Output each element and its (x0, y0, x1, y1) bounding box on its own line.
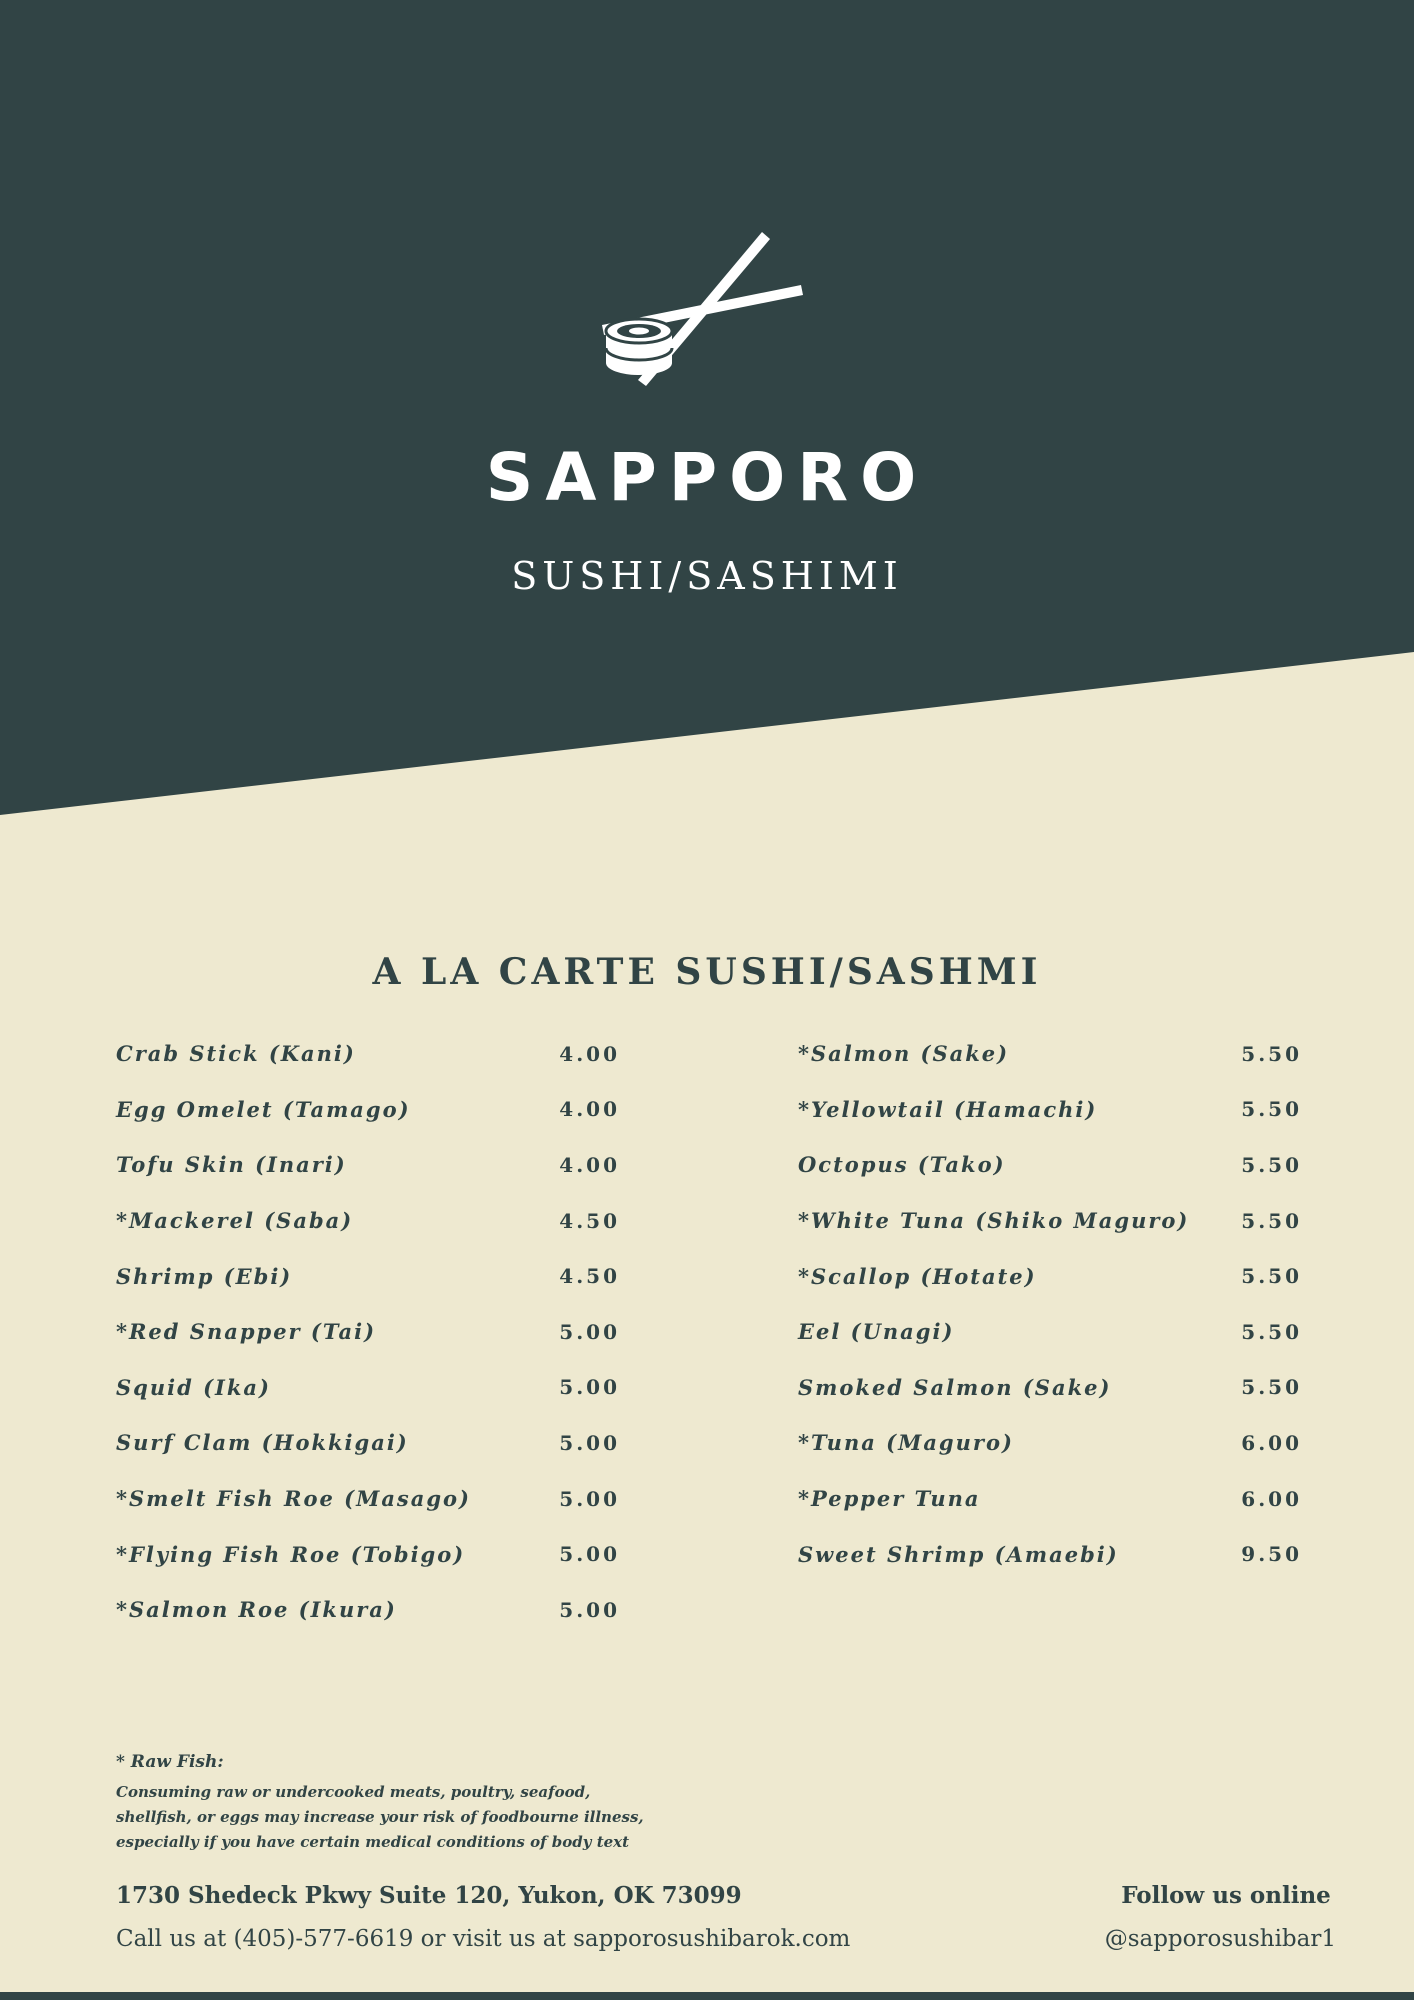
menu-column-left (116, 1026, 620, 1638)
social-handle: @sapporosushibar1 (1104, 1926, 1336, 1952)
menu-item (116, 1248, 620, 1304)
menu-item-price: 4.00 (559, 1041, 620, 1066)
sushi-roll-chopsticks-icon (600, 228, 810, 393)
menu-item-price: 4.00 (559, 1097, 620, 1122)
menu-item-name: Egg Omelet (Tamago) (116, 1096, 411, 1122)
brand-subtitle: SUSHI/SASHIMI (511, 554, 903, 598)
menu-item-price: 4.00 (559, 1152, 620, 1177)
menu-item (116, 1471, 620, 1527)
menu-item (798, 1415, 1302, 1471)
menu-item-name: *Flying Fish Roe (Tobigo) (116, 1541, 466, 1567)
menu-item-price: 5.00 (559, 1430, 620, 1455)
menu-item (798, 1193, 1302, 1249)
menu-item-price: 5.50 (1241, 1041, 1302, 1066)
menu-item (116, 1526, 620, 1582)
menu-item (798, 1137, 1302, 1193)
menu-item-price: 4.50 (559, 1208, 620, 1233)
menu-item-name: Eel (Unagi) (798, 1319, 955, 1345)
menu-item-price: 5.50 (1241, 1264, 1302, 1289)
brand-name: SAPPORO (485, 439, 929, 516)
address: 1730 Shedeck Pkwy Suite 120, Yukon, OK 73099 (116, 1882, 742, 1909)
menu-item (798, 1526, 1302, 1582)
menu-item-name: *White Tuna (Shiko Maguro) (798, 1208, 1190, 1234)
menu-item-name: *Mackerel (Saba) (116, 1208, 354, 1234)
menu-item (116, 1082, 620, 1138)
menu-section-title: A LA CARTE SUSHI/SASHMI (372, 951, 1042, 993)
menu-item-price: 9.50 (1241, 1542, 1302, 1567)
raw-fish-warning: Consuming raw or undercooked meats, poultry, seafood, shellfish, or eggs may increase your risk of foodbourne illness, especially if you have certain medical conditions of body text (116, 1783, 644, 1851)
menu-item-price: 5.00 (559, 1542, 620, 1567)
menu-item-price: 5.50 (1241, 1208, 1302, 1233)
menu-item-price: 6.00 (1241, 1486, 1302, 1511)
menu-item-price: 5.00 (559, 1375, 620, 1400)
menu-item-name: *Salmon (Sake) (798, 1041, 1010, 1067)
menu-item (116, 1415, 620, 1471)
menu-item (798, 1471, 1302, 1527)
menu-item-price: 5.00 (559, 1597, 620, 1622)
follow-heading: Follow us online (1121, 1882, 1331, 1909)
menu-item (798, 1360, 1302, 1416)
menu-column-right (798, 1026, 1302, 1582)
bottom-bar (0, 1992, 1414, 2000)
menu-item-name: Octopus (Tako) (798, 1152, 1006, 1178)
menu-item (798, 1248, 1302, 1304)
menu-item-name: *Red Snapper (Tai) (116, 1319, 377, 1345)
menu-item-name: *Smelt Fish Roe (Masago) (116, 1486, 471, 1512)
menu-item-name: Shrimp (Ebi) (116, 1263, 293, 1289)
menu-item-name: Surf Clam (Hokkigai) (116, 1430, 409, 1456)
menu-item-name: *Scallop (Hotate) (798, 1263, 1037, 1289)
menu-item-name: *Tuna (Maguro) (798, 1430, 1014, 1456)
menu-item-price: 5.50 (1241, 1152, 1302, 1177)
menu-item-name: Tofu Skin (Inari) (116, 1152, 347, 1178)
menu-item-name: Smoked Salmon (Sake) (798, 1374, 1112, 1400)
menu-item-price: 5.50 (1241, 1375, 1302, 1400)
menu-item (116, 1137, 620, 1193)
menu-item (798, 1026, 1302, 1082)
menu-item-price: 5.50 (1241, 1319, 1302, 1344)
menu-item-name: Squid (Ika) (116, 1374, 271, 1400)
menu-item-name: *Salmon Roe (Ikura) (116, 1597, 397, 1623)
menu-item-name: *Yellowtail (Hamachi) (798, 1096, 1098, 1122)
menu-item-name: *Pepper Tuna (798, 1486, 981, 1512)
menu-item-price: 5.50 (1241, 1097, 1302, 1122)
menu-item (116, 1304, 620, 1360)
menu-item (116, 1582, 620, 1638)
menu-item-price: 5.00 (559, 1486, 620, 1511)
menu-item-name: Crab Stick (Kani) (116, 1041, 356, 1067)
menu-item-price: 6.00 (1241, 1430, 1302, 1455)
menu-item (116, 1193, 620, 1249)
menu-item-price: 4.50 (559, 1264, 620, 1289)
menu-item-price: 5.00 (559, 1319, 620, 1344)
menu-item (116, 1026, 620, 1082)
menu-item (798, 1304, 1302, 1360)
header-background (0, 0, 1414, 820)
menu-item-name: Sweet Shrimp (Amaebi) (798, 1541, 1119, 1567)
contact-info: Call us at (405)-577-6619 or visit us at sapporosushibarok.com (116, 1926, 851, 1952)
menu-item (798, 1082, 1302, 1138)
raw-fish-note-title: * Raw Fish: (116, 1752, 224, 1772)
menu-item (116, 1360, 620, 1416)
